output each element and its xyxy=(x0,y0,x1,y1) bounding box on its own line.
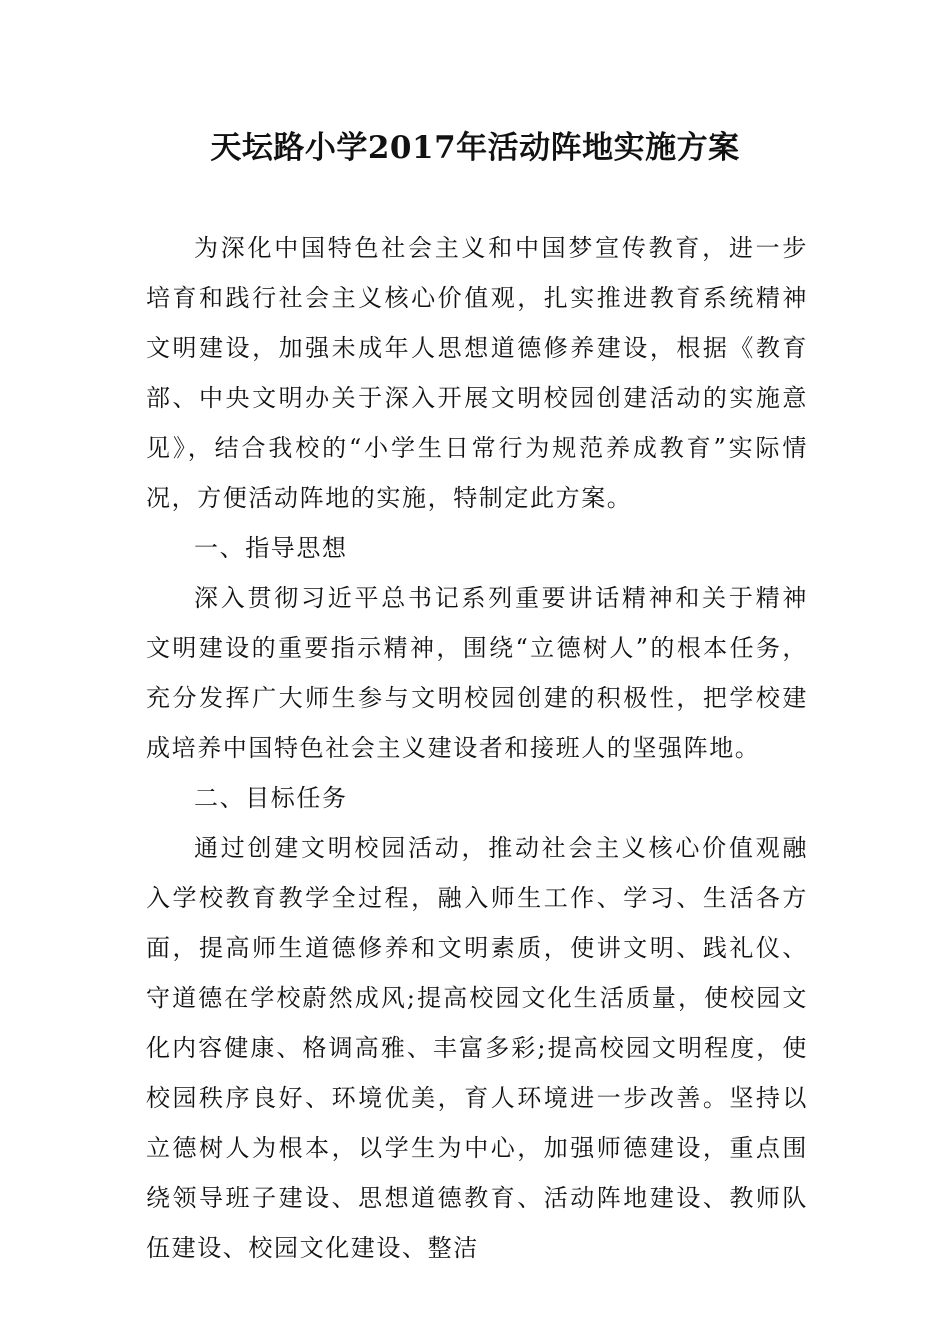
section-heading-guiding-thought: 一、指导思想 xyxy=(194,534,348,562)
section-heading-goals: 二、目标任务 xyxy=(194,784,348,812)
guiding-thought-paragraph: 深入贯彻习近平总书记系列重要讲话精神和关于精神文明建设的重要指示精神，围绕“立德树人”的根本任务，充分发挥广大师生参与文明校园创建的积极性，把学校建成培养中国特色社会主义建设者和接班人的坚强阵地。 xyxy=(146,584,808,762)
document-body xyxy=(146,223,808,1273)
intro-paragraph: 为深化中国特色社会主义和中国梦宣传教育，进一步培育和践行社会主义核心价值观，扎实推进教育系统精神文明建设，加强未成年人思想道德修养建设，根据《教育部、中央文明办关于深入开展文明校园创建活动的实施意见》，结合我校的“小学生日常行为规范养成教育”实际情况，方便活动阵地的实施，特制定此方案。 xyxy=(146,234,808,512)
document-title: 天坛路小学2017年活动阵地实施方案 xyxy=(210,130,740,166)
goals-paragraph: 通过创建文明校园活动，推动社会主义核心价值观融入学校教育教学全过程，融入师生工作、学习、生活各方面，提高师生道德修养和文明素质，使讲文明、践礼仪、守道德在学校蔚然成风;提高校园文化生活质量，使校园文化内容健康、格调高雅、丰富多彩;提高校园文明程度，使校园秩序良好、环境优美，育人环境进一步改善。坚持以立德树人为根本，以学生为中心，加强师德建设，重点围绕领导班子建设、思想道德教育、活动阵地建设、教师队伍建设、校园文化建设、整洁 xyxy=(146,834,808,1262)
